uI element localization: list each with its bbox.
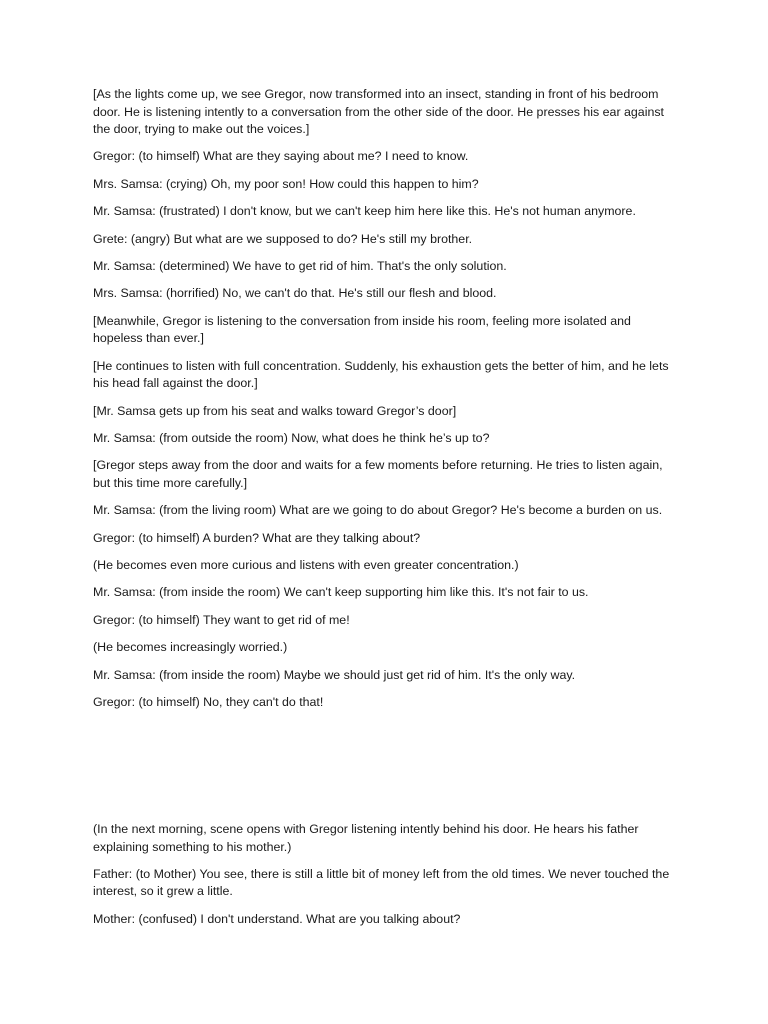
- stage-direction: (He becomes even more curious and listens with even greater concentration.): [93, 557, 519, 572]
- dialogue-line: Mr. Samsa: (from inside the room) We can't keep supporting him like this. It's not fair to us.: [93, 585, 589, 600]
- dialogue-line: Mrs. Samsa: (crying) Oh, my poor son! How could this happen to him?: [93, 176, 479, 191]
- script-section-2: [93, 821, 678, 938]
- dialogue-line: Mr. Samsa: (determined) We have to get rid of him. That's the only solution.: [93, 258, 507, 273]
- dialogue-line: Mr. Samsa: (from outside the room) Now, what does he think he’s up to?: [93, 430, 490, 445]
- dialogue-line: Gregor: (to himself) They want to get rid of me!: [93, 612, 350, 627]
- stage-direction: [Gregor steps away from the door and waits for a few moments before returning. He tries to listen again, but this time more carefully.]: [93, 458, 663, 490]
- dialogue-line: Gregor: (to himself) A burden? What are they talking about?: [93, 530, 421, 545]
- dialogue-line: Mr. Samsa: (frustrated) I don't know, but we can't keep him here like this. He's not human anymore.: [93, 204, 636, 219]
- stage-direction: [Meanwhile, Gregor is listening to the conversation from inside his room, feeling more isolated and hopeless than ever.]: [93, 313, 631, 346]
- stage-direction: [As the lights come up, we see Gregor, now transformed into an insect, standing in front of his bedroom door. He is listening intently to a conversation from the other side of the door. He presses his ear against the door, trying to make out the voices.]: [93, 87, 664, 136]
- stage-direction: (He becomes increasingly worried.): [93, 640, 288, 655]
- dialogue-line: Mr. Samsa: (from the living room) What are we going to do about Gregor? He's become a burden on us.: [93, 503, 663, 518]
- dialogue-line: Mr. Samsa: (from inside the room) Maybe we should just get rid of him. It's the only way.: [93, 667, 576, 682]
- dialogue-line: Gregor: (to himself) No, they can't do that!: [93, 694, 324, 709]
- stage-direction: (In the next morning, scene opens with Gregor listening intently behind his door. He hears his father explaining something to his mother.): [93, 822, 639, 854]
- dialogue-line: Grete: (angry) But what are we supposed to do? He's still my brother.: [93, 231, 473, 246]
- script-section-1: [93, 86, 678, 721]
- dialogue-line: Gregor: (to himself) What are they saying about me? I need to know.: [93, 149, 469, 164]
- stage-direction: [Mr. Samsa gets up from his seat and walks toward Gregor’s door]: [93, 403, 457, 418]
- stage-direction: [He continues to listen with full concentration. Suddenly, his exhaustion gets the better of him, and he lets his head fall against the door.]: [93, 358, 669, 391]
- dialogue-line: Mother: (confused) I don't understand. What are you talking about?: [93, 911, 461, 926]
- dialogue-line: Mrs. Samsa: (horrified) No, we can't do that. He's still our flesh and blood.: [93, 286, 497, 301]
- dialogue-line: Father: (to Mother) You see, there is still a little bit of money left from the old times. We never touched the interest, so it grew a little.: [93, 866, 670, 899]
